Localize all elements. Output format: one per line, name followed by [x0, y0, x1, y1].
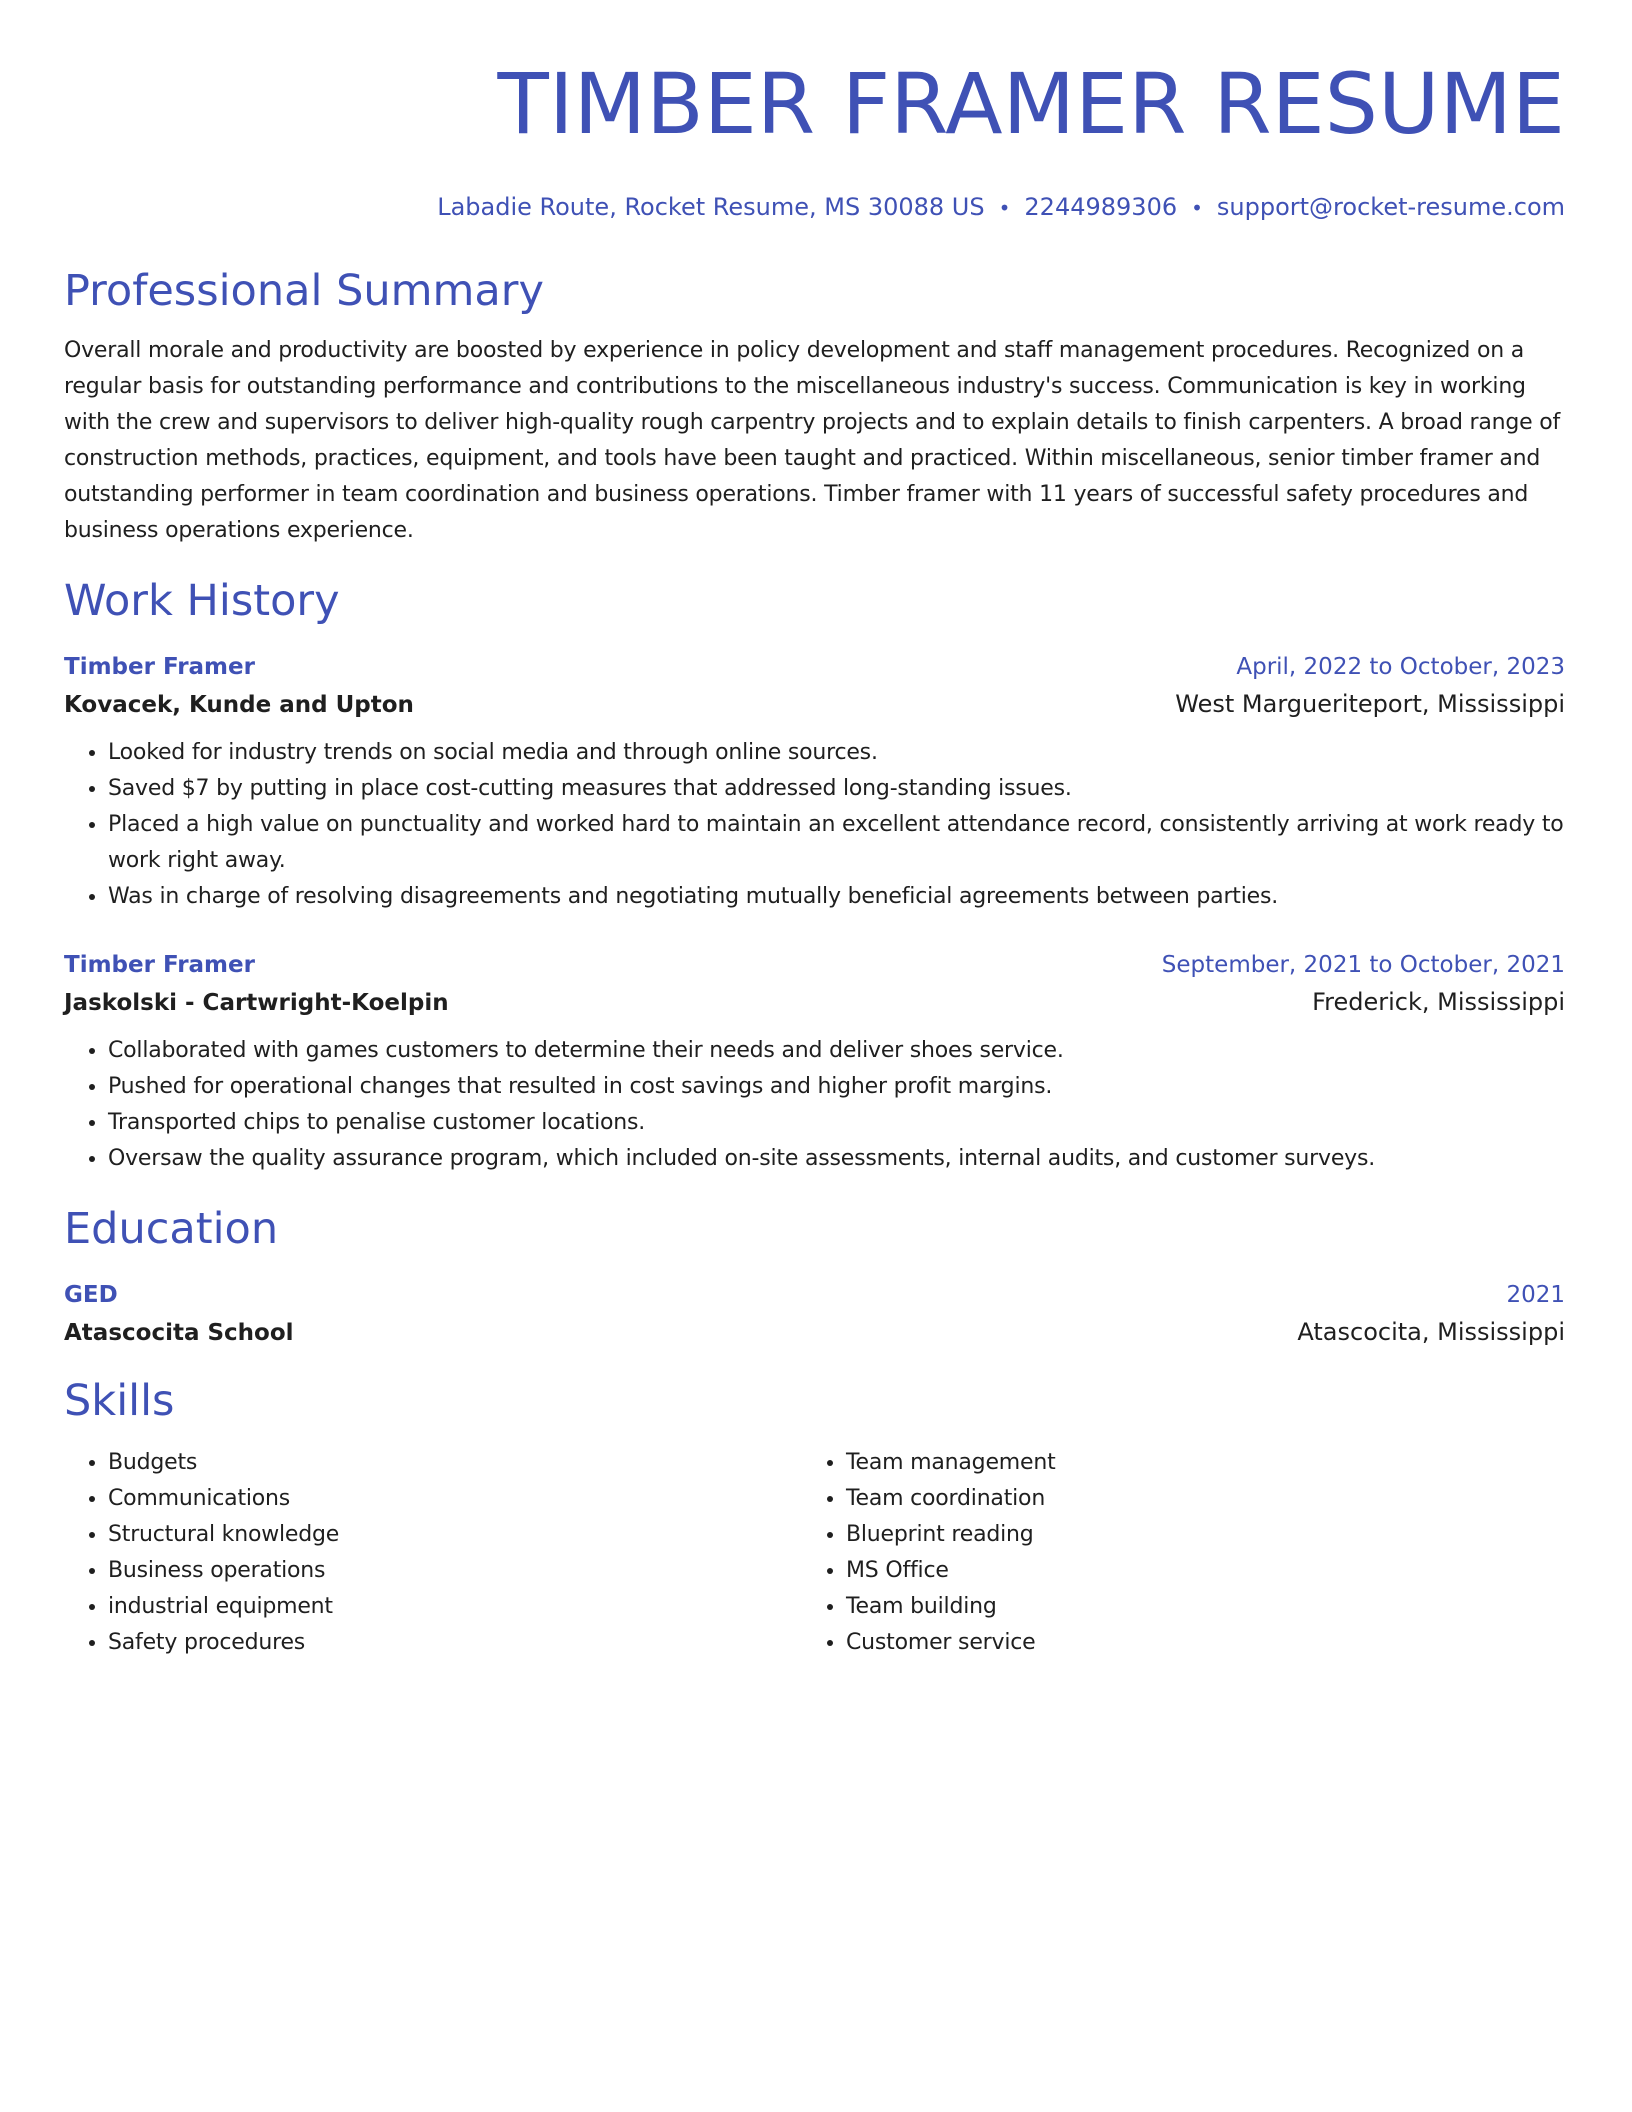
skills-heading: Skills: [64, 1376, 175, 1426]
job-bullet-list: [64, 1033, 1565, 1177]
job-bullet: • Oversaw the quality assurance program, which included on-site assessments, internal audits, and customer surveys.: [108, 1141, 1565, 1177]
summary-heading: Professional Summary: [64, 266, 544, 316]
skill-item: • industrial equipment: [108, 1589, 802, 1625]
job-title: Timber Framer: [64, 654, 255, 680]
education-school: Atascocita School: [64, 1320, 294, 1346]
education-year: 2021: [1506, 1282, 1565, 1308]
resume-title: TIMBER FRAMER RESUME: [497, 55, 1565, 153]
education-header-row: [64, 1279, 1565, 1311]
job-dates: April, 2022 to October, 2023: [1236, 654, 1565, 680]
job-location: Frederick, Mississippi: [1312, 988, 1565, 1016]
job-bullet: • Transported chips to penalise customer locations.: [108, 1105, 1565, 1141]
job-header-row: [64, 949, 1565, 981]
skill-item: • Team management: [846, 1445, 1496, 1481]
job-bullet: • Looked for industry trends on social media and through online sources.: [108, 735, 1565, 771]
job-title: Timber Framer: [64, 952, 255, 978]
skill-item: • Communications: [108, 1481, 802, 1517]
skill-item: • Team building: [846, 1589, 1496, 1625]
work-history-heading: Work History: [64, 576, 340, 626]
job-header-row: [64, 651, 1565, 683]
job-bullet: • Collaborated with games customers to determine their needs and deliver shoes service.: [108, 1033, 1565, 1069]
job-dates: September, 2021 to October, 2021: [1161, 952, 1565, 978]
contact-separator: •: [1191, 196, 1203, 220]
resume-page: [64, 0, 1565, 1661]
job-bullet-list: [64, 735, 1565, 915]
job-company-row: [64, 981, 1565, 1019]
job-company: Kovacek, Kunde and Upton: [64, 692, 414, 718]
education-degree: GED: [64, 1282, 118, 1308]
skill-item: • MS Office: [846, 1553, 1496, 1589]
skill-item: • Customer service: [846, 1625, 1496, 1661]
skill-item: • Business operations: [108, 1553, 802, 1589]
skill-item: • Budgets: [108, 1445, 802, 1481]
contact-line: [64, 192, 1565, 223]
education-school-row: [64, 1311, 1565, 1349]
contact-separator: •: [998, 196, 1011, 220]
job-bullet: • Saved $7 by putting in place cost-cutting measures that addressed long-standing issues.: [108, 771, 1565, 807]
skill-item: • Structural knowledge: [108, 1517, 802, 1553]
education-entry: [64, 1279, 1565, 1349]
skills-list-left: [64, 1445, 802, 1661]
summary-text: Overall morale and productivity are boosted by experience in policy development and staff management procedures. Recognized on a regular basis for outstanding performance and contributions to the miscellaneous industry's success. Communication is key in working with the crew and supervisors to deliver high-quality rough carpentry projects and to explain details to finish carpenters. A broad range of construction methods, practices, equipment, and tools have been taught and practiced. Within miscellaneous, senior timber framer and outstanding performer in team coordination and business operations. Timber framer with 11 years of successful safety procedures and business operations experience.: [64, 338, 1561, 543]
skill-item: • Safety procedures: [108, 1625, 802, 1661]
contact-email[interactable]: support@rocket-resume.com: [1216, 193, 1565, 221]
job-entry: [64, 651, 1565, 915]
job-bullet: • Was in charge of resolving disagreements and negotiating mutually beneficial agreements between parties.: [108, 879, 1565, 915]
skill-item: • Team coordination: [846, 1481, 1496, 1517]
job-company: Jaskolski - Cartwright-Koelpin: [64, 990, 449, 1016]
job-location: West Margueriteport, Mississippi: [1175, 690, 1565, 718]
skills-grid: [64, 1445, 1565, 1661]
contact-address: Labadie Route, Rocket Resume, MS 30088 US: [437, 193, 985, 221]
job-company-row: [64, 683, 1565, 721]
education-heading: Education: [64, 1204, 279, 1254]
job-bullet: • Pushed for operational changes that resulted in cost savings and higher profit margins.: [108, 1069, 1565, 1105]
skills-list-right: [802, 1445, 1496, 1661]
education-location: Atascocita, Mississippi: [1297, 1318, 1565, 1346]
job-entry: [64, 949, 1565, 1177]
skill-item: • Blueprint reading: [846, 1517, 1496, 1553]
contact-phone[interactable]: 2244989306: [1024, 193, 1178, 221]
job-bullet: • Placed a high value on punctuality and worked hard to maintain an excellent attendance record, consistently arriving at work ready to work right away.: [108, 807, 1565, 879]
